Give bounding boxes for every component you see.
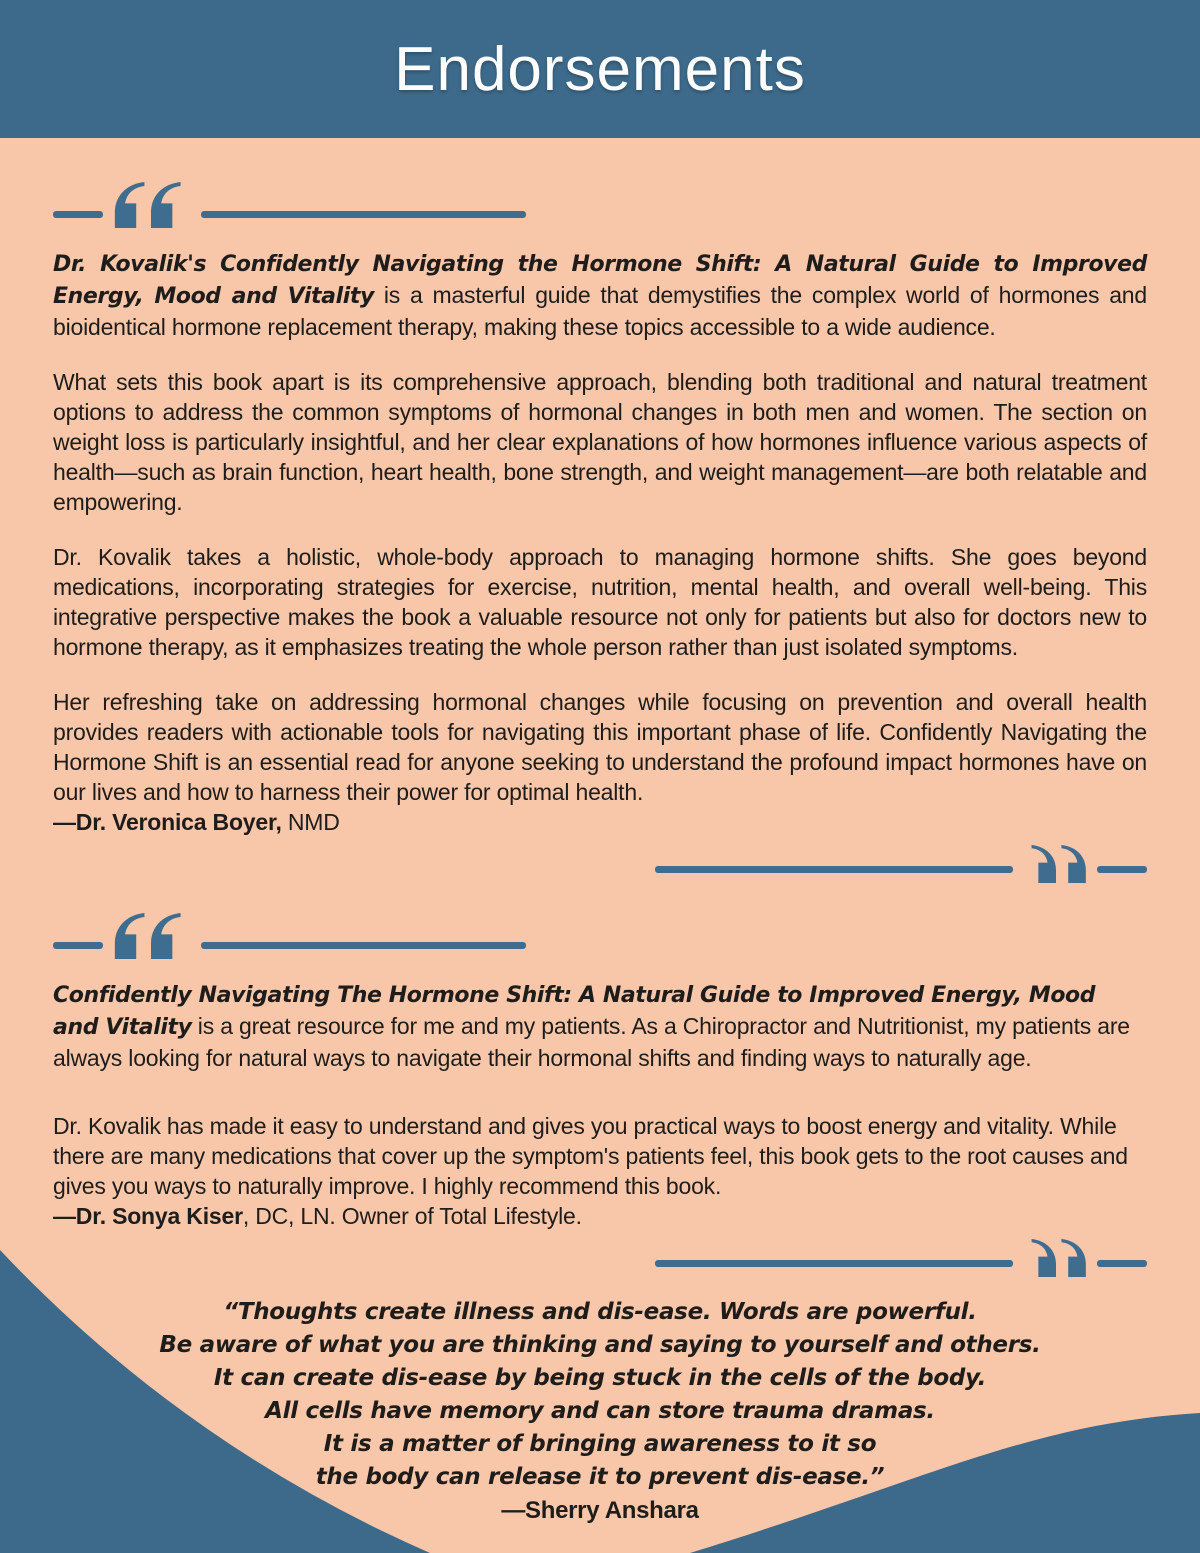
attribution-credentials: , DC, LN. Owner of Total Lifestyle. [242,1203,582,1229]
divider-line [201,211,526,218]
divider-dash [53,942,103,949]
quote-line: “Thoughts create illness and dis-ease. Words are powerful. [223,1299,977,1325]
endorsement2-paragraph-2: Dr. Kovalik has made it easy to understand and gives you practical ways to boost energy and vitality. While there are many medications that cover up the symptom's patients feel, this book gets to the root causes and gives you ways to naturally improve. I highly recommend this book. [53,1113,1128,1199]
endorsement1-paragraph-4: Her refreshing take on addressing hormonal changes while focusing on prevention and overall health provides readers with actionable tools for navigating this important phase of life. Confidently Navigating the Hormone Shift is an essential read for anyone seeking to understand the profound impact hormones have on our lives and how to harness their power for optimal health. [53,689,1147,805]
page-header [0,0,1200,138]
divider-line [655,866,1013,873]
divider-dash [1097,1260,1147,1267]
endorsement2-attribution [53,1201,1147,1231]
close-quote-decoration-2 [53,1239,1147,1277]
divider-dash [53,211,103,218]
close-quote-decoration-1 [53,845,1147,883]
endorsement1-paragraph-2: What sets this book apart is its comprehensive approach, blending both traditional and natural treatment options to address the common symptoms of hormonal changes in both men and women. The section on weight loss is particularly insightful, and her clear explanations of how hormones influence various aspects of health—such as brain function, heart health, bone strength, and weight management—are both relatable and empowering. [53,369,1147,515]
paragraph-text: is a masterful guide that demystifies the complex world of hormones and bioidentical hormone replacement therapy, making these topics accessible to a wide audience. [53,282,1147,340]
close-quote-icon [1025,845,1087,883]
bottom-quote [0,1296,1200,1527]
book-title-bold: Confidently Navigating The Hormone Shift: A Natural Guide to Improved Energy, Mood and Vitality [53,983,1096,1040]
open-quote-decoration-1 [53,182,1147,228]
quote-line: the body can release it to prevent dis-ease.” [315,1464,885,1490]
quote-line: Be aware of what you are thinking and saying to yourself and others. [159,1332,1041,1358]
attribution-name: —Dr. Veronica Boyer, [53,809,282,835]
open-quote-decoration-2 [53,913,1147,959]
endorsement1-attribution [53,807,1147,837]
page-content [0,182,1200,1277]
divider-dash [1097,866,1147,873]
open-quote-icon [113,182,189,228]
divider-line [201,942,526,949]
paragraph-text: is a great resource for me and my patients. As a Chiropractor and Nutritionist, my patients are always looking for natural ways to navigate their hormonal shifts and finding ways to naturally age. [53,1013,1130,1071]
divider-line [655,1260,1013,1267]
open-quote-icon [113,913,189,959]
endorsement1-paragraph-1 [53,248,1147,342]
quote-line: It is a matter of bringing awareness to it so [323,1431,877,1457]
endorsement1-paragraph-3: Dr. Kovalik takes a holistic, whole-body approach to managing hormone shifts. She goes beyond medications, incorporating strategies for exercise, nutrition, mental health, and overall well-being. This integrative perspective makes the book a valuable resource not only for patients but also for doctors new to hormone therapy, as it emphasizes treating the whole person rather than just isolated symptoms. [53,544,1147,660]
quote-line: It can create dis-ease by being stuck in the cells of the body. [213,1365,987,1391]
quote-line: All cells have memory and can store trauma dramas. [265,1398,935,1424]
attribution-name: —Dr. Sonya Kiser [53,1203,243,1229]
endorsement2-paragraph-1 [53,979,1147,1073]
attribution-credentials: NMD [281,809,340,835]
close-quote-icon [1025,1239,1087,1277]
page-title: Endorsements [394,34,806,104]
book-title-bold: Dr. Kovalik's Confidently Navigating the Hormone Shift: A Natural Guide to Improved Energy, Mood and Vitality [53,252,1147,309]
quote-attribution: —Sherry Anshara [501,1497,699,1524]
